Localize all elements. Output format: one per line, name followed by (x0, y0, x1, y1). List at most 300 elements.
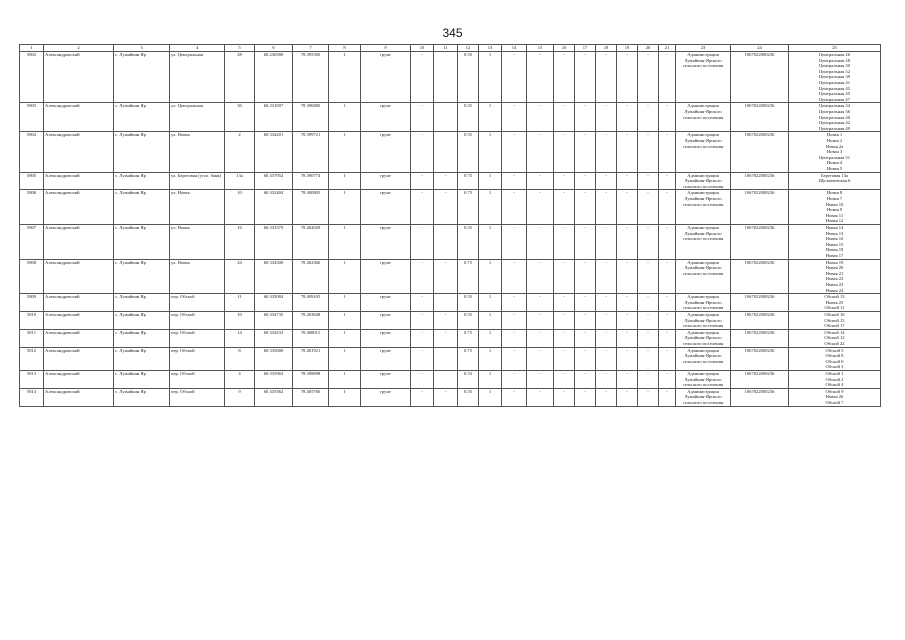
table-cell: - (659, 311, 676, 329)
address-line: Обской 6 (825, 358, 844, 364)
address-line: Новая 14 (825, 224, 844, 230)
column-header: 19 (617, 45, 638, 52)
table-cell: - (434, 190, 458, 225)
address-line: Центральная 49 (819, 125, 850, 131)
address-line: Новая 23 (825, 281, 844, 287)
table-cell: - (617, 132, 638, 172)
address-line: Обской 4 (825, 382, 844, 388)
table-cell: 1 (479, 259, 502, 294)
table-cell: 5813 (20, 370, 44, 388)
address-list-cell (789, 190, 881, 225)
table-cell: - (575, 224, 596, 259)
table-cell: 60.334201 (255, 132, 293, 172)
table-cell: пер. Обской (170, 294, 225, 312)
address-line: Обской 22 (824, 340, 845, 346)
table-cell: 5808 (20, 259, 44, 294)
table-cell: 78.390774 (293, 172, 329, 190)
table-cell: - (411, 329, 434, 347)
table-cell: - (527, 172, 554, 190)
table-cell: - (575, 329, 596, 347)
column-header: 7 (293, 45, 329, 52)
table-cell: Александровский (44, 224, 114, 259)
column-header: 21 (659, 45, 676, 52)
table-cell: - (411, 370, 434, 388)
column-header: 9 (361, 45, 411, 52)
table-cell: Администрация Лужайкин-Ярского сельского поселения (676, 311, 731, 329)
table-cell: - (638, 172, 659, 190)
table-cell: с. Лужайкин Яр (114, 329, 170, 347)
table-cell: с. Лужайкин Яр (114, 388, 170, 406)
table-cell: ул. Новая (170, 190, 225, 225)
table-cell: 11 (225, 294, 255, 312)
column-header: 6 (255, 45, 293, 52)
column-header: 1 (20, 45, 44, 52)
address-line: Обской 7 (825, 399, 844, 405)
table-cell: - (554, 103, 575, 132)
table-cell: - (659, 294, 676, 312)
table-cell: - (596, 329, 617, 347)
table-cell: с. Лужайкин Яр (114, 190, 170, 225)
table-cell: - (502, 370, 527, 388)
table-cell: - (659, 103, 676, 132)
column-header: 16 (554, 45, 575, 52)
table-cell: 78.398898 (293, 370, 329, 388)
table-cell: - (411, 172, 434, 190)
table-cell: 5803 (20, 103, 44, 132)
address-line: Центральная 28 (819, 57, 850, 63)
table-cell: ул. Новая (170, 259, 225, 294)
table-cell: с. Лужайкин Яр (114, 347, 170, 370)
table-cell: 1 (479, 347, 502, 370)
address-line: Обской 9 (825, 388, 844, 394)
table-cell: - (527, 259, 554, 294)
address-line: Новая 5 (826, 165, 843, 171)
table-cell: грунт (361, 132, 411, 172)
table-cell: - (638, 190, 659, 225)
table-cell: 60.337952 (255, 172, 293, 190)
table-cell: 60.334735 (255, 311, 293, 329)
table-cell: 60.333379 (255, 224, 293, 259)
address-line: Новая 17 (825, 252, 844, 258)
table-cell: 1067022000236 (731, 52, 789, 103)
table-row (20, 52, 881, 103)
table-cell: - (617, 388, 638, 406)
address-line: Новая 21 (825, 270, 844, 276)
table-cell: - (638, 132, 659, 172)
table-body (20, 52, 881, 407)
address-line: Щелпачевская 6 (818, 178, 851, 184)
address-list-cell (789, 172, 881, 190)
address-list-cell (789, 388, 881, 406)
table-cell: - (434, 388, 458, 406)
table-cell: 1067022000236 (731, 329, 789, 347)
table-row (20, 294, 881, 312)
table-cell: - (411, 347, 434, 370)
table-cell: - (575, 172, 596, 190)
table-cell: 1067022000236 (731, 347, 789, 370)
table-cell: - (411, 52, 434, 103)
table-cell: 1 (329, 259, 361, 294)
table-cell: 8 (225, 347, 255, 370)
table-cell: - (502, 259, 527, 294)
address-line: Новая 19 (825, 259, 844, 265)
table-row (20, 370, 881, 388)
table-cell: 60.332404 (255, 190, 293, 225)
table-cell: с. Лужайкин Яр (114, 52, 170, 103)
table-cell: - (659, 329, 676, 347)
table-cell: - (527, 347, 554, 370)
table-cell: - (596, 190, 617, 225)
table-cell: - (575, 259, 596, 294)
table-cell: - (527, 388, 554, 406)
table-cell: 78.405766 (293, 388, 329, 406)
table-cell: 1067022000236 (731, 388, 789, 406)
table-cell: грунт (361, 190, 411, 225)
table-cell: - (554, 311, 575, 329)
table-cell: 1 (479, 224, 502, 259)
table-row (20, 103, 881, 132)
address-line: Новая 2 (826, 137, 843, 143)
table-cell: 60.334233 (255, 329, 293, 347)
table-cell: ул. Новая (170, 132, 225, 172)
table-cell: 1 (329, 132, 361, 172)
table-cell: - (411, 294, 434, 312)
table-cell: грунт (361, 347, 411, 370)
table-cell: - (638, 294, 659, 312)
table-cell: Администрация Лужайкин-Ярского сельского поселения (676, 347, 731, 370)
address-line: Новая 13 (825, 230, 844, 236)
table-cell: Администрация Лужайкин-Ярского сельского поселения (676, 132, 731, 172)
table-cell: 1 (329, 294, 361, 312)
address-list-cell (789, 224, 881, 259)
table-cell: Александровский (44, 132, 114, 172)
table-cell: с. Лужайкин Яр (114, 294, 170, 312)
table-cell: - (659, 190, 676, 225)
table-cell: 36 (225, 103, 255, 132)
column-header: 15 (527, 45, 554, 52)
address-line: Обской 12 (824, 335, 845, 341)
address-line: Обской 8 (825, 353, 844, 359)
table-cell: 0.75 (458, 329, 479, 347)
table-cell: - (411, 388, 434, 406)
address-line: Обской 14 (824, 329, 845, 335)
table-cell: 78.408015 (293, 329, 329, 347)
table-cell: - (659, 224, 676, 259)
address-line: Центральная 41 (819, 79, 850, 85)
table-cell: - (527, 224, 554, 259)
table-cell: - (502, 172, 527, 190)
table-cell: Администрация Лужайкин-Ярского сельского поселения (676, 52, 731, 103)
column-header: 3 (114, 45, 170, 52)
table-cell: грунт (361, 294, 411, 312)
table-cell: 1 (479, 132, 502, 172)
table-cell: грунт (361, 329, 411, 347)
table-cell: 1 (479, 52, 502, 103)
column-header: 11 (434, 45, 458, 52)
address-line: Новая 4 (826, 160, 843, 166)
table-cell: грунт (361, 224, 411, 259)
table-cell: пер. Обской (170, 329, 225, 347)
address-line: Новая 24 (825, 287, 844, 293)
table-cell: - (502, 103, 527, 132)
address-line: Новая 1 (826, 132, 843, 138)
table-cell: - (575, 311, 596, 329)
table-cell: - (575, 132, 596, 172)
table-cell: - (617, 294, 638, 312)
table-cell: - (575, 190, 596, 225)
address-line: Обской 2 (825, 376, 844, 382)
table-cell: 1 (329, 190, 361, 225)
table-cell: 10 (225, 311, 255, 329)
table-cell: - (502, 190, 527, 225)
column-header: 20 (638, 45, 659, 52)
table-cell: - (638, 103, 659, 132)
table-cell: грунт (361, 172, 411, 190)
table-cell: - (434, 311, 458, 329)
table-cell: 1 (479, 329, 502, 347)
table-cell: - (554, 329, 575, 347)
address-list-cell (789, 329, 881, 347)
address-line: Новая 2а (825, 143, 844, 149)
table-cell: Александровский (44, 103, 114, 132)
table-cell: Александровский (44, 347, 114, 370)
table-cell: 1 (479, 103, 502, 132)
table-cell: - (659, 52, 676, 103)
table-cell: - (617, 259, 638, 294)
table-cell: 60.331697 (255, 103, 293, 132)
table-cell: 28 (225, 52, 255, 103)
table-cell: грунт (361, 259, 411, 294)
table-cell: - (617, 347, 638, 370)
address-line: Обской 17 (824, 323, 845, 329)
table-cell: - (527, 370, 554, 388)
table-cell: 0.35 (458, 388, 479, 406)
table-cell: 78.400805 (293, 190, 329, 225)
table-cell: - (502, 132, 527, 172)
table-cell (434, 224, 458, 259)
table-cell: - (596, 132, 617, 172)
table-cell: - (617, 224, 638, 259)
table-cell: 78.402366 (293, 259, 329, 294)
address-list-cell (789, 347, 881, 370)
header-row (20, 45, 881, 52)
column-header: 14 (502, 45, 527, 52)
table-cell: - (502, 52, 527, 103)
table-cell: 5814 (20, 388, 44, 406)
table-cell: ул. Центральная (170, 103, 225, 132)
table-cell: 5809 (20, 294, 44, 312)
table-cell: - (596, 311, 617, 329)
table-cell: 5804 (20, 132, 44, 172)
table-cell: 0.75 (458, 190, 479, 225)
column-header: 5 (225, 45, 255, 52)
table-cell: - (617, 190, 638, 225)
page-number: 345 (442, 26, 463, 40)
table-cell: - (617, 52, 638, 103)
address-line: Новая 25 (825, 299, 844, 305)
address-line: Новая 7 (826, 195, 843, 201)
table-cell: - (575, 294, 596, 312)
table-cell: грунт (361, 103, 411, 132)
table-cell: - (411, 259, 434, 294)
address-list-cell (789, 103, 881, 132)
table-cell: - (617, 329, 638, 347)
table-cell: - (434, 172, 458, 190)
address-line: Центральная 39 (819, 74, 850, 80)
table-cell: Администрация Лужайкин-Ярского сельского поселения (676, 224, 731, 259)
table-cell: - (659, 259, 676, 294)
table-cell: 4 (225, 370, 255, 388)
table-cell: - (527, 132, 554, 172)
table-cell: - (502, 388, 527, 406)
table-cell: - (554, 259, 575, 294)
address-line: Обской 16 (824, 311, 845, 317)
table-cell: ул. Центральная (170, 52, 225, 103)
table-cell: Александровский (44, 259, 114, 294)
table-cell: - (659, 132, 676, 172)
table-cell: - (527, 103, 554, 132)
table-cell: с. Лужайкин Яр (114, 259, 170, 294)
table-cell: - (575, 347, 596, 370)
address-line: Центральная 40 (819, 114, 850, 120)
column-header: 24 (731, 45, 789, 52)
address-line: Центральная 26 (819, 52, 850, 57)
table-cell: 1 (479, 190, 502, 225)
column-header: 23 (676, 45, 731, 52)
table-cell: - (638, 347, 659, 370)
table-cell: 0.33 (458, 370, 479, 388)
table-cell: - (411, 132, 434, 172)
column-header: 13 (479, 45, 502, 52)
address-line: Обской 1 (825, 370, 844, 376)
address-line: Новая 22 (825, 276, 844, 282)
address-line: Новая 16 (825, 236, 844, 242)
table-cell: - (659, 347, 676, 370)
table-cell: 5810 (20, 311, 44, 329)
table-cell: - (638, 388, 659, 406)
address-line: Центральная 42 (819, 120, 850, 126)
table-row (20, 224, 881, 259)
table-cell: - (502, 329, 527, 347)
table-cell: 1067022000236 (731, 259, 789, 294)
address-list-cell (789, 259, 881, 294)
table-cell: 0.35 (458, 311, 479, 329)
table-cell: - (575, 103, 596, 132)
table-cell: Александровский (44, 190, 114, 225)
table-cell: - (502, 224, 527, 259)
table-cell: 1 (329, 103, 361, 132)
table-cell: - (596, 388, 617, 406)
table-cell: 1 (329, 388, 361, 406)
table-cell: - (527, 294, 554, 312)
column-header: 18 (596, 45, 617, 52)
table-row (20, 190, 881, 225)
table-cell: 60.335362 (255, 388, 293, 406)
table-cell (434, 370, 458, 388)
table-cell: - (617, 172, 638, 190)
table-cell: 0.35 (458, 132, 479, 172)
table-cell: - (638, 259, 659, 294)
table-cell: Администрация Лужайкин-Ярского сельского поселения (676, 370, 731, 388)
table-cell: Александровский (44, 370, 114, 388)
table-cell: 1 (329, 329, 361, 347)
table-row (20, 347, 881, 370)
address-line: Центральная 30 (819, 63, 850, 69)
table-cell: 0.75 (458, 259, 479, 294)
table-cell: 0.35 (458, 103, 479, 132)
address-line: Новая 8 (826, 190, 843, 196)
address-list-cell (789, 132, 881, 172)
table-cell: Александровский (44, 388, 114, 406)
table-cell: - (575, 52, 596, 103)
table-cell: 1 (329, 311, 361, 329)
table-cell: - (617, 311, 638, 329)
address-line: Центральная 34 (819, 103, 850, 109)
table-cell: - (617, 370, 638, 388)
table-cell: 5812 (20, 347, 44, 370)
table-cell: Администрация Лужайкин-Ярского сельского поселения (676, 294, 731, 312)
table-cell: - (554, 172, 575, 190)
address-line: Центральная 32 (819, 68, 850, 74)
table-cell: - (434, 329, 458, 347)
table-row (20, 329, 881, 347)
table-cell: 1 (479, 172, 502, 190)
table-cell: - (502, 311, 527, 329)
address-list-cell (789, 370, 881, 388)
table-cell: грунт (361, 52, 411, 103)
table-cell: 1 (329, 347, 361, 370)
table-cell: Администрация Лужайкин-Ярского сельского поселения (676, 259, 731, 294)
table-cell: 60.334300 (255, 259, 293, 294)
table-cell: 2 (225, 132, 255, 172)
table-cell: - (575, 370, 596, 388)
address-line: Центральная 47 (819, 96, 850, 102)
table-cell: - (554, 370, 575, 388)
table-cell: - (596, 370, 617, 388)
table-cell: 5805 (20, 172, 44, 190)
table-cell: - (638, 370, 659, 388)
column-header: 17 (575, 45, 596, 52)
registry-table (19, 44, 881, 407)
address-line: Береговая 13а (820, 172, 849, 178)
table-cell: 1 (479, 388, 502, 406)
address-list-cell (789, 311, 881, 329)
table-cell: 1067022000236 (731, 224, 789, 259)
column-header: 8 (329, 45, 361, 52)
table-cell: 13а (225, 172, 255, 190)
table-cell: пер. Обской (170, 347, 225, 370)
table-cell: 60.335680 (255, 347, 293, 370)
table-cell: - (411, 224, 434, 259)
table-cell: 1 (479, 370, 502, 388)
table-row (20, 259, 881, 294)
table-cell: - (596, 347, 617, 370)
table-cell: 60.236580 (255, 52, 293, 103)
address-line: Центральная 45 (819, 91, 850, 97)
table-cell: - (554, 294, 575, 312)
table-cell: 78.402029 (293, 224, 329, 259)
table-cell: 5811 (20, 329, 44, 347)
address-line: Обской 3 (825, 364, 844, 370)
address-list-cell (789, 294, 881, 312)
table-cell (434, 132, 458, 172)
address-line: Центральная 36 (819, 108, 850, 114)
table-cell: 9 (225, 388, 255, 406)
table-cell: 0.35 (458, 224, 479, 259)
table-cell: 0.75 (458, 172, 479, 190)
column-header: 25 (789, 45, 881, 52)
table-cell: с. Лужайкин Яр (114, 224, 170, 259)
